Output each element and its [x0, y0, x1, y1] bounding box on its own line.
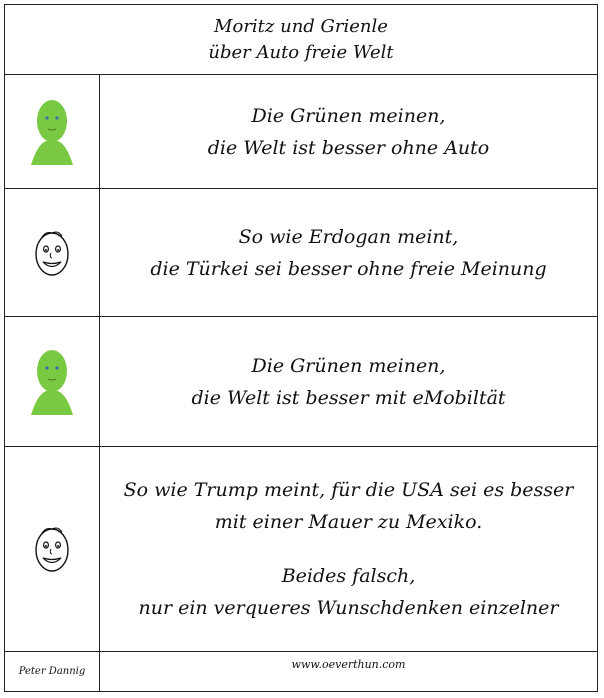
title-line-1: Moritz und Grienle [214, 15, 388, 37]
website-url: www.oeverthun.com [291, 658, 406, 671]
smiling-face-icon [32, 524, 72, 574]
comic-strip [4, 4, 598, 692]
green-alien-icon [29, 347, 75, 417]
panel-2 [5, 189, 597, 317]
title-row [5, 5, 597, 75]
speech-line: mit einer Mauer zu Mexiko. [214, 511, 483, 533]
title-line-2: über Auto freie Welt [208, 41, 394, 63]
panel-1-character-cell [5, 75, 100, 188]
panel-3-speech [100, 317, 597, 446]
author-credit: Peter Dannig [18, 666, 86, 677]
speech-line: Die Grünen meinen, [251, 354, 446, 377]
panel-3 [5, 317, 597, 447]
footer-author-cell [5, 652, 100, 691]
footer-row [5, 652, 597, 691]
panel-4 [5, 447, 597, 652]
speech-line: So wie Erdogan meint, [238, 225, 459, 248]
speech-line: die Türkei sei besser ohne freie Meinung [150, 257, 547, 280]
footer-url-cell [100, 652, 597, 691]
speech-line: die Welt ist besser mit eMobiltät [191, 386, 506, 409]
speech-line: nur ein verqueres Wunschdenken einzelner [138, 597, 559, 619]
panel-2-character-cell [5, 189, 100, 316]
panel-4-speech [100, 447, 597, 651]
speech-line: So wie Trump meint, für die USA sei es besser [123, 479, 574, 501]
speech-line: Die Grünen meinen, [251, 104, 446, 127]
panel-1-speech [100, 75, 597, 188]
panel-2-speech [100, 189, 597, 316]
speech-line: Beides falsch, [281, 565, 416, 587]
title-cell [5, 5, 597, 74]
panel-1 [5, 75, 597, 189]
smiling-face-icon [32, 228, 72, 278]
panel-3-character-cell [5, 317, 100, 446]
panel-4-character-cell [5, 447, 100, 651]
green-alien-icon [29, 97, 75, 167]
speech-line: die Welt ist besser ohne Auto [207, 136, 490, 159]
